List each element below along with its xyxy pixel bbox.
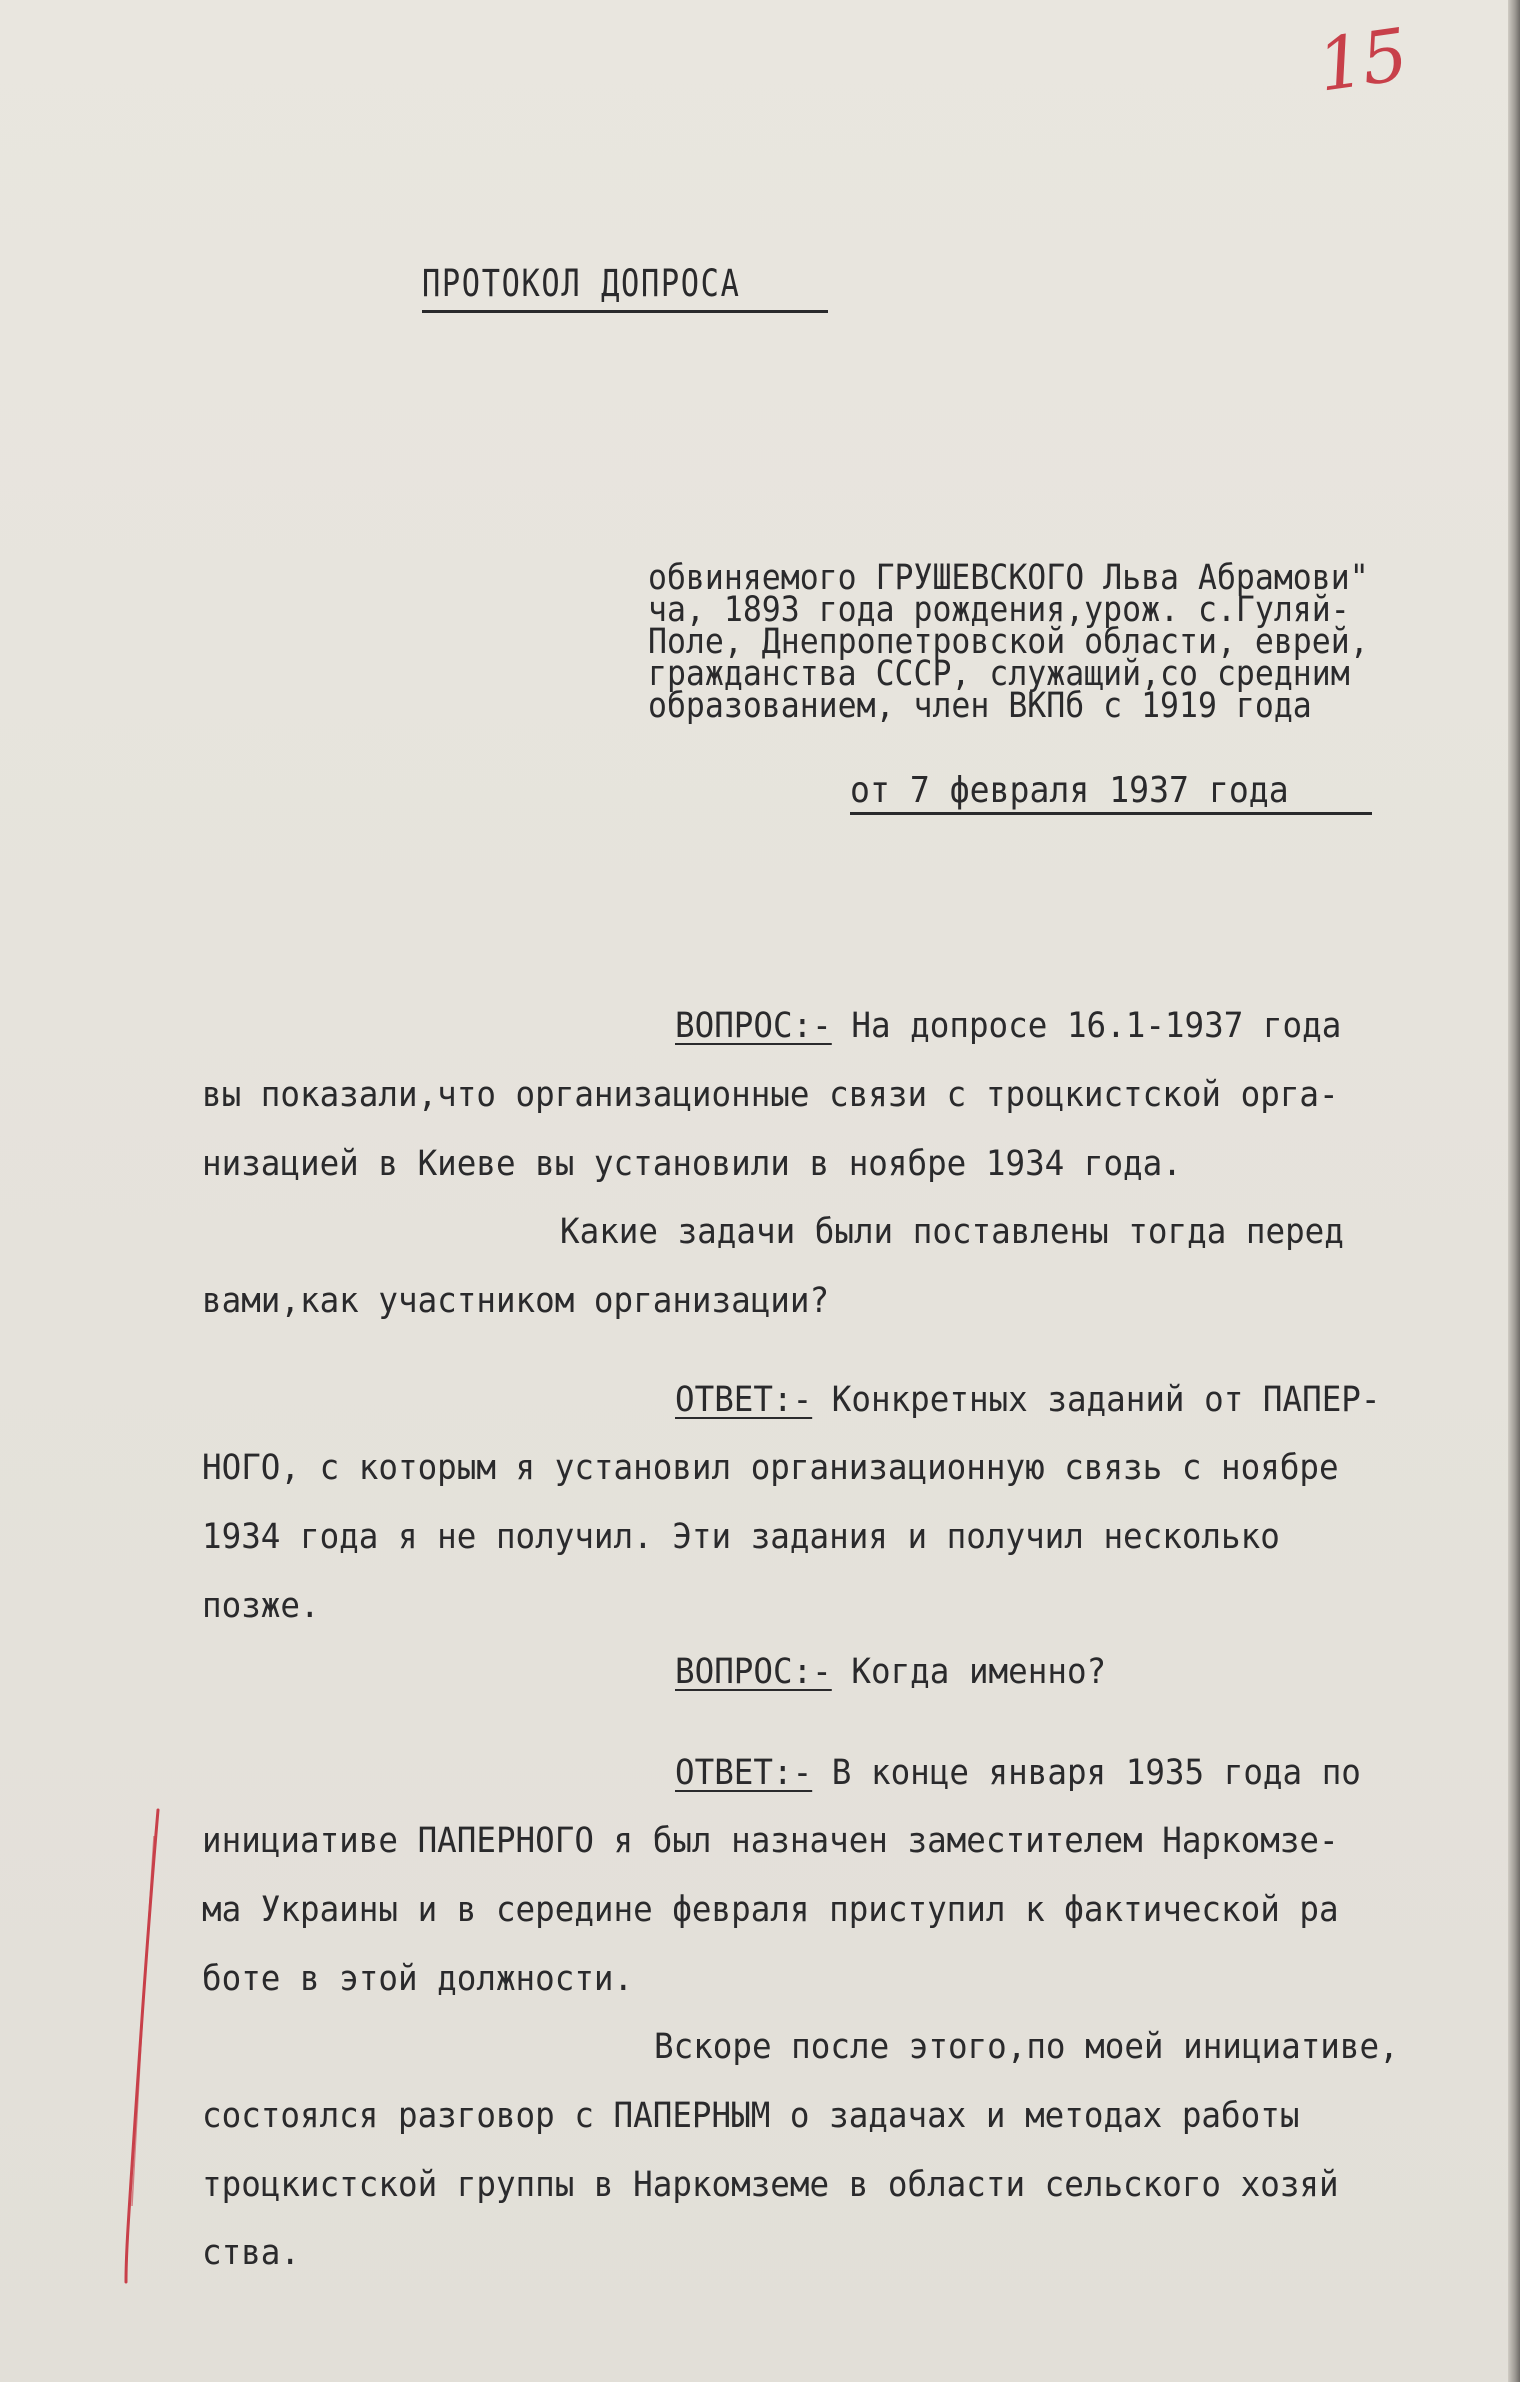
title-underline: [422, 310, 828, 313]
text-line: Какие задачи были поставлены тогда перед: [560, 1212, 1344, 1252]
text-line: НОГО, с которым я установил организационную связь с ноябре: [202, 1448, 1339, 1488]
folio-number: 15: [1312, 12, 1412, 108]
answer-label: ОТВЕТ:-: [675, 1380, 813, 1420]
defendant-info-line: Поле, Днепропетровской области, еврей,: [648, 622, 1369, 662]
defendant-info: [648, 558, 1508, 726]
question-label: ВОПРОС:-: [675, 1652, 832, 1692]
defendant-info-line: обвиняемого ГРУШЕВСКОГО Льва Абрамови": [648, 558, 1369, 598]
text-line: вами,как участником организации?: [202, 1281, 830, 1321]
text-line: инициативе ПАПЕРНОГО я был назначен заместителем Наркомзе-: [202, 1821, 1339, 1861]
text-line: позже.: [202, 1586, 320, 1626]
date-underline: [850, 812, 1372, 815]
document-title: ПРОТОКОЛ ДОПРОСА: [422, 262, 741, 305]
question-label: ВОПРОС:-: [675, 1006, 832, 1046]
text-line: ма Украины и в середине февраля приступил к фактической ра: [202, 1890, 1339, 1930]
text-line: боте в этой должности.: [202, 1959, 634, 1999]
question-text: Когда именно?: [831, 1652, 1107, 1692]
interrogation-date: от 7 февраля 1937 года: [850, 770, 1289, 811]
text-line: троцкистской группы в Наркомземе в области сельского хозяй: [202, 2165, 1339, 2205]
answer-label: ОТВЕТ:-: [675, 1753, 813, 1793]
text-line: 1934 года я не получил. Эти задания и получил несколько: [202, 1517, 1280, 1557]
page-edge-shadow: [1508, 0, 1520, 2382]
answer-text: Конкретных заданий от ПАПЕР-: [812, 1380, 1381, 1420]
defendant-info-line: ча, 1893 года рождения,урож. с.Гуляй-: [648, 590, 1350, 630]
text-line: ства.: [202, 2233, 300, 2273]
text-line: вы показали,что организационные связи с троцкистской орга-: [202, 1075, 1339, 1115]
defendant-info-line: образованием, член ВКПб с 1919 года: [648, 686, 1312, 726]
question-line: [675, 1652, 1106, 1692]
answer-text: В конце января 1935 года по: [812, 1753, 1361, 1793]
defendant-info-line: гражданства СССР, служащий,со средним: [648, 654, 1350, 694]
text-line: состоялся разговор с ПАПЕРНЫМ о задачах и методах работы: [202, 2096, 1300, 2136]
question-text: На допросе 16.1-1937 года: [831, 1006, 1342, 1046]
text-line: низацией в Киеве вы установили в ноябре 1934 года.: [202, 1144, 1182, 1184]
answer-line: [675, 1753, 1361, 1793]
question-line: [675, 1006, 1341, 1046]
text-line: Вскоре после этого,по моей инициативе,: [654, 2027, 1399, 2067]
answer-line: [675, 1380, 1381, 1420]
red-pencil-margin-mark: [118, 1806, 168, 2286]
